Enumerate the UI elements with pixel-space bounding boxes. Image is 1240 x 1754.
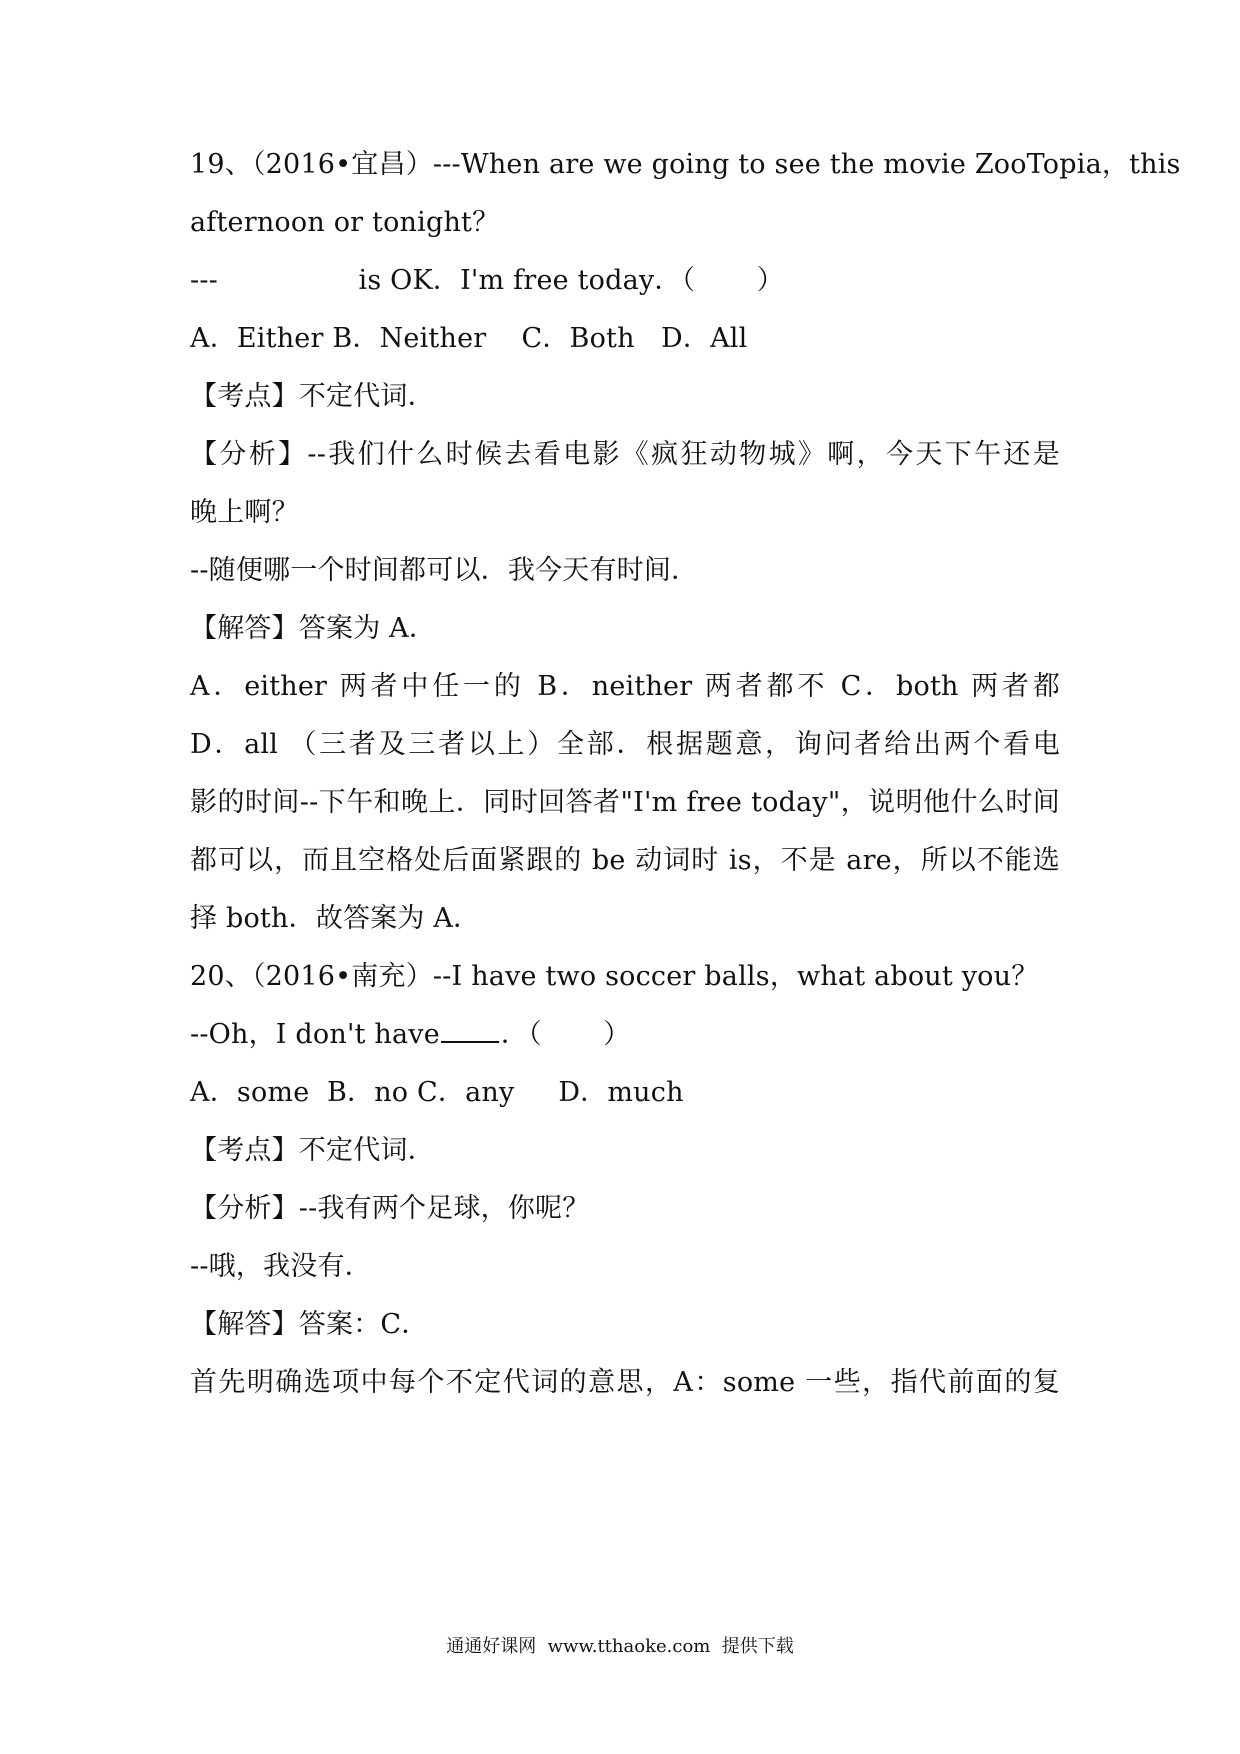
q19-explanation-line-4: 都可以，而且空格处后面紧跟的 be 动词时 is，不是 are，所以不能选 [190, 845, 1060, 876]
q19-jieda: 【解答】答案为 A． [190, 613, 437, 644]
q20-answer-prefix: --Oh，I don't have [190, 1019, 440, 1050]
q20-jieda: 【解答】答案：C． [190, 1309, 429, 1340]
q19-answer-blank-line: --- is OK．I'm free today．（ ） [190, 265, 784, 296]
q20-fenxi-line-2: --哦，我没有． [190, 1251, 372, 1282]
q19-explanation-line-1: A．either 两者中任一的 B．neither 两者都不 C．both 两者都 [190, 671, 1060, 702]
answer-blank [441, 1017, 499, 1043]
page-footer: 通通好课网 www.tthaoke.com 提供下载 [446, 1636, 794, 1657]
q20-fenxi-line-1: 【分析】--我有两个足球，你呢？ [190, 1193, 590, 1224]
q20-options: A．some B．no C．any D．much [190, 1077, 684, 1108]
q20-question-line-2 [190, 1015, 1060, 1055]
q19-question-line-2: afternoon or tonight？ [190, 207, 500, 238]
q20-question-line-1: 20、（2016•南充）--I have two soccer balls，what about you？ [190, 961, 1039, 992]
q20-explanation-line-1: 首先明确选项中每个不定代词的意思，A：some 一些，指代前面的复 [190, 1367, 1060, 1398]
q19-fenxi-line-2: 晚上啊？ [190, 497, 299, 528]
q19-explanation-line-3: 影的时间--下午和晚上．同时回答者"I'm free today"，说明他什么时间 [190, 787, 1060, 818]
q19-question-line-1: 19、（2016•宜昌）---When are we going to see the movie ZooTopia，this [190, 149, 1181, 180]
q20-question-line-2-tail: ．（ ） [500, 1019, 631, 1050]
q19-fenxi-line-3: --随便哪一个时间都可以．我今天有时间． [190, 555, 699, 586]
q19-fenxi-line-1: 【分析】--我们什么时候去看电影《疯狂动物城》啊，今天下午还是 [190, 439, 1060, 470]
q19-explanation-line-2: D．all （三者及三者以上）全部．根据题意，询问者给出两个看电 [190, 729, 1060, 760]
q19-kaodian: 【考点】不定代词． [190, 381, 435, 412]
q19-explanation-line-5: 择 both．故答案为 A． [190, 903, 481, 934]
q19-options: A．Either B．Neither C．Both D．All [190, 323, 748, 354]
q20-kaodian: 【考点】不定代词． [190, 1135, 435, 1166]
